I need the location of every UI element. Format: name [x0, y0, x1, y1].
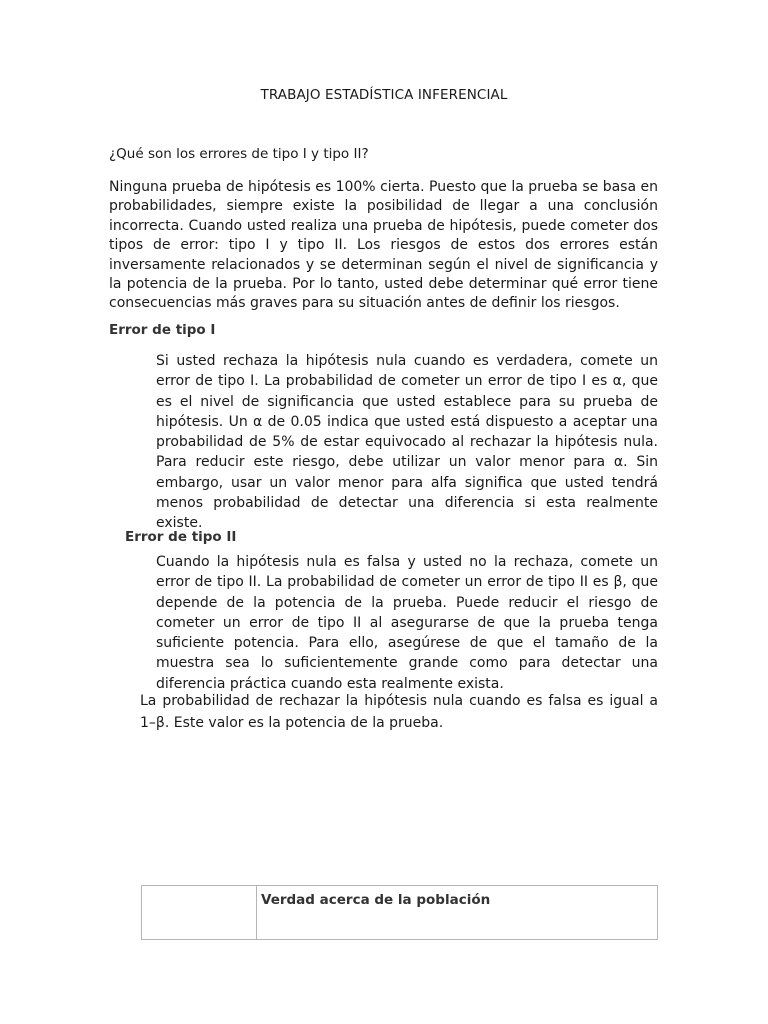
table-cell-population-truth: Verdad acerca de la población [257, 886, 658, 940]
type1-heading: Error de tipo I [109, 322, 216, 338]
intro-paragraph: Ninguna prueba de hipótesis es 100% cierta. Puesto que la prueba se basa en probabilidades, siempre existe la posibilidad de llegar a una conclusión incorrecta. Cuando usted realiza una prueba de hipótesis, puede cometer dos tipos de error: tipo I y tipo II. Los riesgos de estos dos errores están inversamente relacionados y se determinan según el nivel de significancia y la potencia de la prueba. Por lo tanto, usted debe determinar qué error tiene consecuencias más graves para su situación antes de definir los riesgos. [109, 179, 658, 312]
table-cell-empty [142, 886, 257, 940]
document-title: TRABAJO ESTADÍSTICA INFERENCIAL [260, 87, 508, 103]
type1-paragraph: Si usted rechaza la hipótesis nula cuando es verdadera, comete un error de tipo I. La probabilidad de cometer un error de tipo I es α, que es el nivel de significancia que usted establece para su prueba de hipótesis. Un α de 0.05 indica que usted está dispuesto a aceptar una probabilidad de 5% de estar equivocado al rechazar la hipótesis nula. Para reducir este riesgo, debe utilizar un valor menor para α. Sin embargo, usar un valor menor para alfa significa que usted tendrá menos probabilidad de detectar una diferencia si esta realmente existe. [156, 353, 658, 532]
type2-heading: Error de tipo II [125, 529, 237, 545]
power-paragraph: La probabilidad de rechazar la hipótesis nula cuando es falsa es igual a 1–β. Este valor es la potencia de la prueba. [140, 693, 658, 731]
type2-paragraph: Cuando la hipótesis nula es falsa y usted no la rechaza, comete un error de tipo II. La probabilidad de cometer un error de tipo II es β, que depende de la potencia de la prueba. Puede reducir el riesgo de cometer un error de tipo II al asegurarse de que la prueba tenga suficiente potencia. Para ello, asegúrese de que el tamaño de la muestra sea lo suficientemente grande como para detectar una diferencia práctica cuando esta realmente exista. [156, 554, 658, 692]
question-heading: ¿Qué son los errores de tipo I y tipo II? [109, 146, 369, 162]
truth-table [141, 885, 658, 940]
table-row [142, 886, 658, 940]
